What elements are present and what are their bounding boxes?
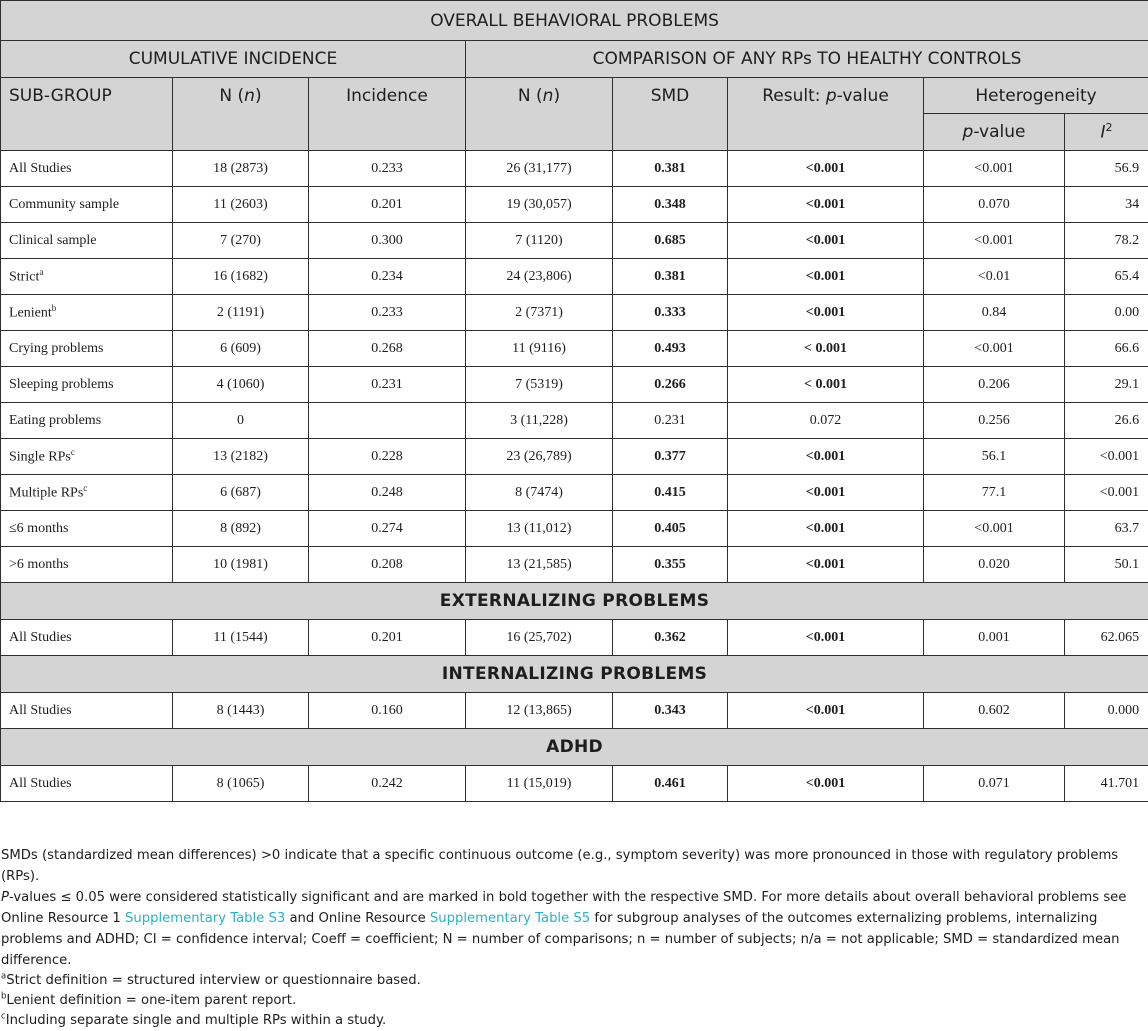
pvalue-header: p-value (924, 114, 1065, 151)
heterogeneity-pvalue-cell: 0.602 (924, 693, 1065, 729)
section-title: EXTERNALIZING PROBLEMS (1, 583, 1148, 620)
incidence-cell: 0.242 (309, 766, 466, 802)
heterogeneity-pvalue-cell: <0.001 (924, 151, 1065, 187)
result-pvalue-cell: <0.001 (728, 187, 924, 223)
supplementary-table-s5-link[interactable]: Supplementary Table S5 (430, 911, 590, 926)
result-pvalue-cell: <0.001 (728, 475, 924, 511)
subgroup-label: Single RPs$^c$ (1, 439, 173, 475)
incidence-cell: 0.300 (309, 223, 466, 259)
n-comparisons-cell: 26 (31,177) (466, 151, 613, 187)
table-row (1, 295, 1148, 331)
result-pvalue-cell: <0.001 (728, 259, 924, 295)
comparison-header: COMPARISON OF ANY RPs TO HEALTHY CONTROLS (466, 41, 1148, 78)
heterogeneity-pvalue-cell: 0.206 (924, 367, 1065, 403)
smd-cell: 0.685 (613, 223, 728, 259)
heterogeneity-pvalue-cell: 0.256 (924, 403, 1065, 439)
n-comparisons-cell: 13 (21,585) (466, 547, 613, 583)
i2-cell: 29.1 (1065, 367, 1148, 403)
n-subjects-cell: 8 (892) (173, 511, 309, 547)
subgroup-label: All Studies (1, 151, 173, 187)
n-comparisons-cell: 19 (30,057) (466, 187, 613, 223)
heterogeneity-header: Heterogeneity (924, 78, 1148, 114)
subgroup-label: Sleeping problems (1, 367, 173, 403)
result-pvalue-cell: <0.001 (728, 547, 924, 583)
incidence-cell: 0.228 (309, 439, 466, 475)
cumulative-incidence-header: CUMULATIVE INCIDENCE (1, 41, 466, 78)
n-comparisons-cell: 8 (7474) (466, 475, 613, 511)
subgroup-label: All Studies (1, 766, 173, 802)
i2-cell: <0.001 (1065, 439, 1148, 475)
smd-cell: 0.415 (613, 475, 728, 511)
table-row (1, 367, 1148, 403)
table-row (1, 547, 1148, 583)
section-header-row (1, 656, 1148, 693)
result-pvalue-cell: < 0.001 (728, 331, 924, 367)
i2-cell: 41.701 (1065, 766, 1148, 802)
n-subjects-cell: 10 (1981) (173, 547, 309, 583)
n-subjects-cell: 8 (1443) (173, 693, 309, 729)
incidence-cell: 0.234 (309, 259, 466, 295)
incidence-cell: 0.248 (309, 475, 466, 511)
table-row (1, 331, 1148, 367)
heterogeneity-pvalue-cell: 0.071 (924, 766, 1065, 802)
i2-header: $I^2$ (1065, 114, 1148, 151)
result-pvalue-cell: <0.001 (728, 511, 924, 547)
smd-header: SMD (613, 78, 728, 151)
smd-cell: 0.381 (613, 259, 728, 295)
table-row (1, 187, 1148, 223)
result-pvalue-cell: <0.001 (728, 223, 924, 259)
table-title: OVERALL BEHAVIORAL PROBLEMS (1, 1, 1148, 41)
smd-cell: 0.493 (613, 331, 728, 367)
heterogeneity-pvalue-cell: 0.84 (924, 295, 1065, 331)
i2-cell: 0.00 (1065, 295, 1148, 331)
smd-cell: 0.231 (613, 403, 728, 439)
subgroup-label: Lenient$^b$ (1, 295, 173, 331)
subgroup-label: >6 months (1, 547, 173, 583)
supplementary-table-s3-link[interactable]: Supplementary Table S3 (125, 911, 285, 926)
subgroup-label: All Studies (1, 693, 173, 729)
n-subjects-cell: 13 (2182) (173, 439, 309, 475)
table-row (1, 766, 1148, 802)
incidence-cell: 0.233 (309, 295, 466, 331)
incidence-cell: 0.233 (309, 151, 466, 187)
n-comparisons-cell: 13 (11,012) (466, 511, 613, 547)
heterogeneity-pvalue-cell: 0.020 (924, 547, 1065, 583)
section-title: INTERNALIZING PROBLEMS (1, 656, 1148, 693)
heterogeneity-pvalue-cell: <0.001 (924, 331, 1065, 367)
n-subjects-cell: 11 (2603) (173, 187, 309, 223)
table-row (1, 403, 1148, 439)
i2-cell: 63.7 (1065, 511, 1148, 547)
notes-paragraph: SMDs (standardized mean differences) >0 indicate that a specific continuous outcome (e.g., symptom severity) was more pronounced in those with regulatory problems (RPs). P-values ≤ 0.05 were considered statistically significant and are marked in bold together with the respective SMD. For more details about overall behavioral problems see Online Resource 1 Supplementary Table S3 and Online Resource Supplementary Table S5 for subgroup analyses of the outcomes externalizing problems, internalizing problems and ADHD; CI = confidence interval; Coeff = coefficient; N = number of comparisons; n = number of subjects; n/a = not applicable; SMD = standardized mean difference. (1, 845, 1141, 971)
subgroup-label: All Studies (1, 620, 173, 656)
subgroup-label: Crying problems (1, 331, 173, 367)
heterogeneity-pvalue-cell: <0.001 (924, 223, 1065, 259)
n-comparisons-cell: 16 (25,702) (466, 620, 613, 656)
smd-cell: 0.348 (613, 187, 728, 223)
result-pvalue-cell: < 0.001 (728, 367, 924, 403)
i2-cell: 26.6 (1065, 403, 1148, 439)
footnote: $^b$Lenient definition = one-item parent report. (1, 991, 1141, 1011)
subgroup-label: Multiple RPs$^c$ (1, 475, 173, 511)
n-subjects-cell: 7 (270) (173, 223, 309, 259)
heterogeneity-pvalue-cell: <0.01 (924, 259, 1065, 295)
n-comparisons-cell: 7 (1120) (466, 223, 613, 259)
table-row (1, 620, 1148, 656)
incidence-cell: 0.274 (309, 511, 466, 547)
smd-cell: 0.405 (613, 511, 728, 547)
n-comparisons-cell: 11 (9116) (466, 331, 613, 367)
result-pvalue-cell: <0.001 (728, 620, 924, 656)
n-subjects-cell: 18 (2873) (173, 151, 309, 187)
result-pvalue-cell: <0.001 (728, 439, 924, 475)
heterogeneity-pvalue-cell: <0.001 (924, 511, 1065, 547)
table-row (1, 259, 1148, 295)
section-header-row (1, 729, 1148, 766)
smd-cell: 0.377 (613, 439, 728, 475)
n-subjects-cell: 2 (1191) (173, 295, 309, 331)
incidence-cell: 0.160 (309, 693, 466, 729)
table-row (1, 223, 1148, 259)
n-comparisons-cell: 11 (15,019) (466, 766, 613, 802)
n-comparisons-cell: 3 (11,228) (466, 403, 613, 439)
result-pvalue-cell: <0.001 (728, 766, 924, 802)
i2-cell: <0.001 (1065, 475, 1148, 511)
n-comparisons-cell: 24 (23,806) (466, 259, 613, 295)
table-row (1, 511, 1148, 547)
n-header-1: N (n) (173, 78, 309, 151)
n-comparisons-cell: 2 (7371) (466, 295, 613, 331)
i2-cell: 50.1 (1065, 547, 1148, 583)
table-notes (0, 845, 1141, 1031)
i2-cell: 56.9 (1065, 151, 1148, 187)
n-subjects-cell: 4 (1060) (173, 367, 309, 403)
table-row (1, 693, 1148, 729)
incidence-header: Incidence (309, 78, 466, 151)
i2-cell: 34 (1065, 187, 1148, 223)
n-header-2: N (n) (466, 78, 613, 151)
smd-cell: 0.381 (613, 151, 728, 187)
smd-cell: 0.461 (613, 766, 728, 802)
subgroup-header: SUB-GROUP (1, 78, 173, 151)
result-pvalue-cell: 0.072 (728, 403, 924, 439)
n-subjects-cell: 6 (687) (173, 475, 309, 511)
smd-cell: 0.362 (613, 620, 728, 656)
incidence-cell: 0.201 (309, 620, 466, 656)
n-subjects-cell: 11 (1544) (173, 620, 309, 656)
incidence-cell: 0.208 (309, 547, 466, 583)
i2-cell: 65.4 (1065, 259, 1148, 295)
smd-cell: 0.333 (613, 295, 728, 331)
section-title: ADHD (1, 729, 1148, 766)
n-comparisons-cell: 23 (26,789) (466, 439, 613, 475)
incidence-cell (309, 403, 466, 439)
smd-cell: 0.355 (613, 547, 728, 583)
i2-cell: 66.6 (1065, 331, 1148, 367)
footnote: $^c$Including separate single and multiple RPs within a study. (1, 1011, 1141, 1031)
i2-cell: 0.000 (1065, 693, 1148, 729)
n-comparisons-cell: 12 (13,865) (466, 693, 613, 729)
n-subjects-cell: 8 (1065) (173, 766, 309, 802)
incidence-cell: 0.268 (309, 331, 466, 367)
n-subjects-cell: 6 (609) (173, 331, 309, 367)
n-comparisons-cell: 7 (5319) (466, 367, 613, 403)
result-pvalue-cell: <0.001 (728, 693, 924, 729)
table-row (1, 151, 1148, 187)
footnote: $^a$Strict definition = structured interview or questionnaire based. (1, 971, 1141, 991)
result-header: Result: p-value (728, 78, 924, 151)
heterogeneity-pvalue-cell: 0.070 (924, 187, 1065, 223)
subgroup-label: Eating problems (1, 403, 173, 439)
subgroup-label: ≤6 months (1, 511, 173, 547)
incidence-cell: 0.201 (309, 187, 466, 223)
section-header-row (1, 583, 1148, 620)
i2-cell: 78.2 (1065, 223, 1148, 259)
heterogeneity-pvalue-cell: 0.001 (924, 620, 1065, 656)
subgroup-label: Strict$^a$ (1, 259, 173, 295)
table-row (1, 475, 1148, 511)
incidence-cell: 0.231 (309, 367, 466, 403)
smd-cell: 0.343 (613, 693, 728, 729)
heterogeneity-pvalue-cell: 56.1 (924, 439, 1065, 475)
result-pvalue-cell: <0.001 (728, 151, 924, 187)
table-row (1, 439, 1148, 475)
n-subjects-cell: 16 (1682) (173, 259, 309, 295)
i2-cell: 62.065 (1065, 620, 1148, 656)
heterogeneity-pvalue-cell: 77.1 (924, 475, 1065, 511)
smd-cell: 0.266 (613, 367, 728, 403)
subgroup-label: Community sample (1, 187, 173, 223)
result-pvalue-cell: <0.001 (728, 295, 924, 331)
footnotes (1, 971, 1141, 1031)
n-subjects-cell: 0 (173, 403, 309, 439)
subgroup-label: Clinical sample (1, 223, 173, 259)
